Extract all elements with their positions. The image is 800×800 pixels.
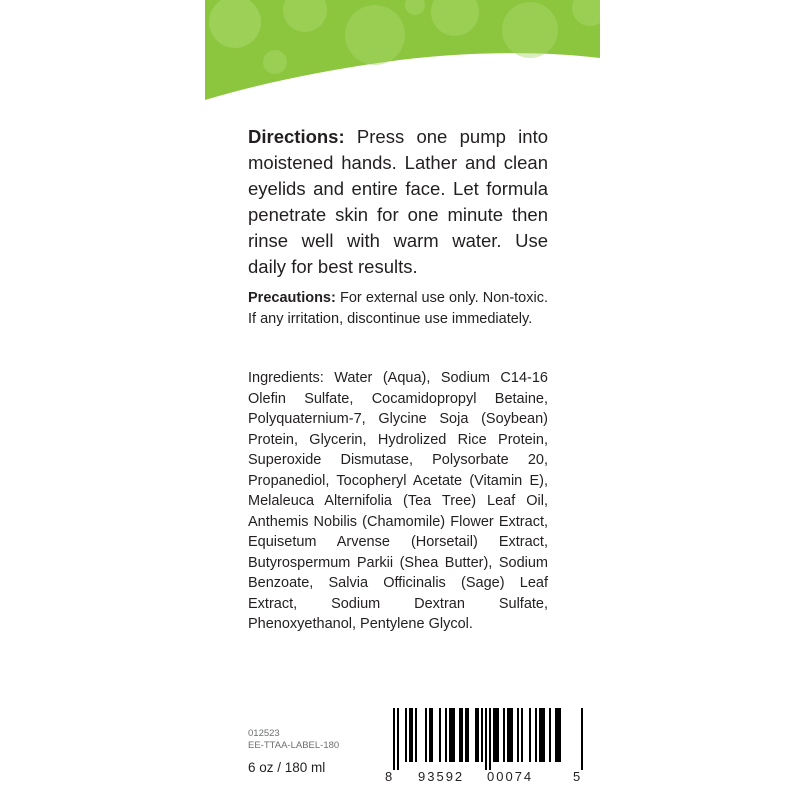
barcode-bar — [497, 708, 499, 762]
barcode-bar — [415, 708, 417, 762]
directions-heading: Directions: — [248, 126, 345, 147]
barcode-bar — [555, 708, 557, 762]
barcode-bar — [535, 708, 537, 762]
barcode-bar — [439, 708, 441, 762]
barcode-bar — [541, 708, 543, 762]
barcode-left-group: 93592 — [418, 769, 465, 784]
barcode-bar — [459, 708, 461, 762]
barcode-bar — [511, 708, 513, 762]
directions-paragraph — [248, 124, 548, 280]
barcode-bar — [481, 708, 483, 762]
barcode-right-group: 00074 — [487, 769, 534, 784]
barcode-bar — [425, 708, 427, 762]
barcode-bar — [549, 708, 551, 762]
label-meta — [248, 728, 339, 752]
barcode-bar — [453, 708, 455, 762]
barcode-bar — [539, 708, 541, 762]
barcode-bar — [405, 708, 407, 762]
barcode-bar — [557, 708, 559, 762]
barcode-bar — [543, 708, 545, 762]
barcode-bar — [529, 708, 531, 762]
barcode-check-digit: 5 — [573, 769, 581, 784]
barcode-bar — [451, 708, 453, 762]
precautions-heading: Precautions: — [248, 290, 336, 306]
barcode-bar — [445, 708, 447, 762]
barcode-bar — [477, 708, 479, 762]
barcode — [385, 708, 585, 788]
ingredients-paragraph: Ingredients: Water (Aqua), Sodium C14-16 Olefin Sulfate, Cocamidopropyl Betaine, Polyquaternium-7, Glycine Soja (Soybean) Protein, Glycerin, Hydrolized Rice Protein, Superoxide Dismutase, Polysorbate 20, Propanediol, Tocopheryl Acetate (Vitamin E), Melaleuca Alternifolia (Tea Tree) Leaf Oil, Anthemis Nobilis (Chamomile) Flower Extract, Equisetum Arvense (Horsetail) Extract, Butyrospermum Parkii (Shea Butter), Sodium Benzoate, Salvia Officinalis (Sage) Leaf Extract, Sodium Dextran Sulfate, Phenoxyethanol, Pentylene Glycol. — [248, 370, 548, 632]
barcode-bar — [489, 708, 491, 770]
barcode-bar — [493, 708, 495, 762]
barcode-bar — [517, 708, 519, 762]
barcode-bar — [509, 708, 511, 762]
barcode-bar — [521, 708, 523, 762]
barcode-bar — [465, 708, 467, 762]
barcode-bar — [559, 708, 561, 762]
product-label — [205, 0, 600, 800]
barcode-bar — [503, 708, 505, 762]
barcode-bar — [461, 708, 463, 762]
label-code: EE-TTAA-LABEL-180 — [248, 740, 340, 751]
barcode-bar — [449, 708, 451, 762]
barcode-bar — [397, 708, 399, 770]
barcode-first-digit: 8 — [385, 769, 393, 784]
barcode-bar — [485, 708, 487, 770]
barcode-bar — [507, 708, 509, 762]
directions-text: Press one pump into moistened hands. Lather and clean eyelids and entire face. Let formula penetrate skin for one minute then rinse well with warm water. Use daily for best results. — [248, 126, 548, 277]
barcode-bar — [411, 708, 413, 762]
barcode-bar — [467, 708, 469, 762]
barcode-bar — [475, 708, 477, 762]
barcode-bar — [431, 708, 433, 762]
net-size: 6 oz / 180 ml — [248, 760, 326, 775]
barcode-bar — [393, 708, 395, 770]
barcode-bar — [581, 708, 583, 770]
lot-number: 012523 — [248, 728, 280, 739]
barcode-bar — [429, 708, 431, 762]
barcode-bars — [385, 708, 585, 770]
barcode-bar — [409, 708, 411, 762]
precautions-text: For external use only. Non-toxic. If any irritation, discontinue use immediately. — [248, 290, 548, 327]
precautions-paragraph — [248, 288, 548, 329]
barcode-bar — [495, 708, 497, 762]
